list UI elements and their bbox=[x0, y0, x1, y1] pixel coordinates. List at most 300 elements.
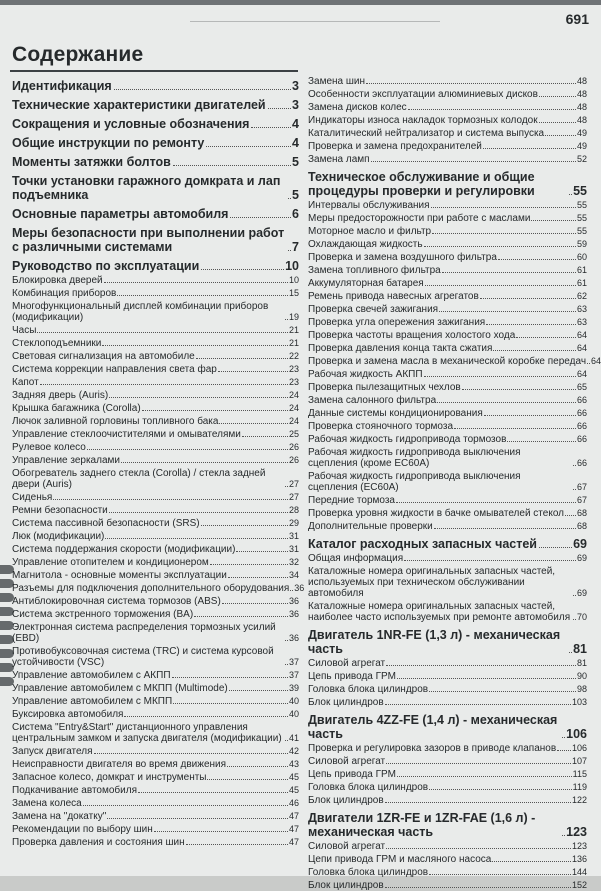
toc-entry-title: Система "Entry&Start" дистанционного управления центральным замком и запуска двигателя (модификации) bbox=[12, 722, 282, 744]
dot-leader bbox=[483, 148, 576, 149]
toc-page-number: 64 bbox=[576, 330, 587, 340]
dot-leader bbox=[516, 337, 576, 338]
toc-entry-title: Руководство по эксплуатации bbox=[12, 259, 200, 273]
toc-entry-title: Проверка стояночного тормоза bbox=[308, 421, 453, 432]
toc-entry bbox=[12, 583, 305, 594]
toc-entry-title: Управление автомобилем с МКПП (Multimode) bbox=[12, 683, 228, 694]
dot-leader bbox=[268, 108, 291, 109]
dot-leader bbox=[386, 665, 576, 666]
toc-entry-title: Управление отопителем и кондиционером bbox=[12, 557, 209, 568]
toc-entry bbox=[12, 505, 299, 516]
toc-page-number: 144 bbox=[571, 867, 587, 877]
toc-page-number: 48 bbox=[576, 102, 587, 112]
toc-entry-title: Блок цилиндров bbox=[308, 795, 384, 806]
toc-entry-title: Общие инструкции по ремонту bbox=[12, 136, 205, 150]
toc-entry bbox=[12, 338, 299, 349]
toc-page-number: 52 bbox=[576, 154, 587, 164]
toc-entry bbox=[12, 403, 299, 414]
toc-page-number: 6 bbox=[292, 207, 299, 221]
toc-entry-title: Рулевое колесо bbox=[12, 442, 86, 453]
toc-entry-title: Система поддержания скорости (модификации) bbox=[12, 544, 236, 555]
toc-entry bbox=[12, 442, 299, 453]
toc-entry-title: Разъемы для подключения дополнительного оборудования bbox=[12, 583, 290, 594]
dot-leader bbox=[439, 311, 576, 312]
toc-entry bbox=[308, 671, 587, 682]
dot-leader bbox=[285, 319, 288, 320]
dot-leader bbox=[562, 737, 565, 738]
toc-page-number: 55 bbox=[576, 226, 587, 236]
toc-page-number: 4 bbox=[292, 136, 299, 150]
toc-entry-title: Двигатели 1ZR-FE и 1ZR-FAE (1,6 л) - механическая часть bbox=[308, 811, 536, 839]
toc-section-entry bbox=[12, 259, 299, 273]
toc-page-number: 19 bbox=[288, 312, 299, 322]
toc-page-number: 66 bbox=[576, 434, 587, 444]
toc-entry bbox=[308, 795, 587, 806]
dot-leader bbox=[173, 703, 288, 704]
toc-entry-title: Дополнительные проверки bbox=[308, 521, 433, 532]
toc-entry bbox=[308, 880, 587, 891]
toc-page-number: 70 bbox=[576, 612, 587, 622]
toc-entry-title: Силовой агрегат bbox=[308, 841, 386, 852]
dot-leader bbox=[83, 805, 288, 806]
dot-leader bbox=[207, 779, 288, 780]
dot-leader bbox=[498, 259, 576, 260]
toc-entry-title: Точки установки гаражного домкрата и лап подъемника bbox=[12, 174, 281, 202]
toc-page-number: 61 bbox=[576, 265, 587, 275]
toc-page-number: 55 bbox=[573, 184, 587, 198]
toc-entry bbox=[308, 291, 587, 302]
toc-entry-title: Цепи привода ГРМ и масляного насоса bbox=[308, 854, 492, 865]
dot-leader bbox=[539, 122, 576, 123]
toc-section-entry bbox=[12, 136, 299, 150]
dot-leader bbox=[109, 512, 288, 513]
toc-entry bbox=[308, 382, 587, 393]
toc-page-number: 39 bbox=[288, 683, 299, 693]
toc-entry bbox=[12, 683, 299, 694]
toc-entry-title: Замена салонного фильтра bbox=[308, 395, 437, 406]
toc-page-number: 68 bbox=[576, 521, 587, 531]
toc-page-number: 42 bbox=[288, 746, 299, 756]
dot-leader bbox=[105, 538, 288, 539]
toc-entry bbox=[308, 89, 587, 100]
toc-entry bbox=[308, 369, 587, 380]
toc-entry bbox=[12, 390, 299, 401]
dot-leader bbox=[429, 789, 572, 790]
toc-page-number: 46 bbox=[288, 798, 299, 808]
toc-page-number: 36 bbox=[288, 633, 299, 643]
toc-section-entry bbox=[308, 537, 587, 551]
dot-leader bbox=[285, 640, 288, 641]
toc-entry bbox=[308, 867, 587, 878]
toc-entry bbox=[308, 304, 587, 315]
toc-page-number: 69 bbox=[576, 553, 587, 563]
toc-section-entry bbox=[12, 98, 299, 112]
toc-entry-title: Блок цилиндров bbox=[308, 880, 384, 891]
dot-leader bbox=[102, 345, 288, 346]
toc-entry bbox=[308, 356, 601, 367]
toc-entry-title: Лючок заливной горловины топливного бака bbox=[12, 416, 219, 427]
toc-entry-title: Люк (модификации) bbox=[12, 531, 105, 542]
dot-leader bbox=[424, 376, 576, 377]
toc-section-entry bbox=[308, 811, 587, 839]
toc-entry-title: Стеклоподъемники bbox=[12, 338, 102, 349]
toc-entry bbox=[12, 759, 299, 770]
dot-leader bbox=[109, 397, 288, 398]
toc-page-number: 65 bbox=[576, 382, 587, 392]
toc-entry bbox=[12, 785, 299, 796]
toc-entry bbox=[12, 351, 299, 362]
toc-entry bbox=[12, 646, 299, 668]
toc-entry-title: Подкачивание автомобиля bbox=[12, 785, 137, 796]
toc-entry-title: Магнитола - основные моменты эксплуатации bbox=[12, 570, 227, 581]
dot-leader bbox=[138, 792, 288, 793]
toc-entry bbox=[12, 288, 299, 299]
toc-entry bbox=[308, 115, 587, 126]
dot-leader bbox=[573, 489, 576, 490]
dot-leader bbox=[539, 547, 572, 548]
dot-leader bbox=[37, 332, 288, 333]
toc-entry-title: Управление зеркалами bbox=[12, 455, 120, 466]
dot-leader bbox=[117, 295, 288, 296]
toc-entry-title: Данные системы кондиционирования bbox=[308, 408, 483, 419]
toc-entry bbox=[308, 317, 587, 328]
toc-entry-title: Техническое обслуживание и общие процедуры проверки и регулировки bbox=[308, 170, 535, 198]
toc-entry bbox=[308, 769, 587, 780]
toc-left-column bbox=[12, 74, 305, 848]
toc-entry bbox=[12, 325, 299, 336]
toc-entry-title: Крышка багажника (Corolla) bbox=[12, 403, 141, 414]
toc-page-number: 43 bbox=[288, 759, 299, 769]
toc-entry-title: Моторное масло и фильтр bbox=[308, 226, 432, 237]
toc-entry-title: Обогреватель заднего стекла (Corolla) / стекла задней двери (Auris) bbox=[12, 468, 266, 490]
toc-page-number: 21 bbox=[288, 338, 299, 348]
toc-section-entry bbox=[12, 226, 299, 254]
toc-page-number: 55 bbox=[576, 200, 587, 210]
toc-page-number: 10 bbox=[285, 259, 299, 273]
dot-leader bbox=[385, 802, 571, 803]
toc-page-number: 63 bbox=[576, 304, 587, 314]
toc-entry bbox=[12, 609, 299, 620]
toc-page-number: 103 bbox=[571, 697, 587, 707]
toc-right-column bbox=[308, 74, 601, 891]
toc-page-number: 90 bbox=[576, 671, 587, 681]
toc-page-number: 31 bbox=[288, 531, 299, 541]
toc-page-number: 32 bbox=[288, 557, 299, 567]
toc-entry-title: Головка блока цилиндров bbox=[308, 782, 429, 793]
dot-leader bbox=[222, 603, 288, 604]
dot-leader bbox=[288, 198, 291, 199]
toc-entry-title: Передние тормоза bbox=[308, 495, 395, 506]
toc-page-number: 106 bbox=[566, 727, 587, 741]
dot-leader bbox=[573, 465, 576, 466]
toc-page-number: 49 bbox=[576, 128, 587, 138]
toc-entry bbox=[12, 824, 299, 835]
toc-entry-title: Меры безопасности при выполнении работ с различными системами bbox=[12, 226, 285, 254]
toc-page-number: 115 bbox=[572, 769, 587, 779]
toc-section-entry bbox=[12, 207, 299, 221]
toc-entry-title: Двигатель 1NR-FE (1,3 л) - механическая часть bbox=[308, 628, 561, 656]
toc-entry bbox=[12, 837, 299, 848]
toc-entry-title: Индикаторы износа накладок тормозных колодок bbox=[308, 115, 538, 126]
toc-entry-title: Рабочая жидкость гидропривода выключения сцепления (EC60A) bbox=[308, 471, 521, 493]
toc-entry-title: Запуск двигателя bbox=[12, 746, 93, 757]
toc-page-number: 69 bbox=[576, 588, 587, 598]
toc-entry-title: Аккумуляторная батарея bbox=[308, 278, 424, 289]
toc-page-number: 36 bbox=[294, 583, 305, 593]
toc-entry bbox=[308, 141, 587, 152]
toc-page-number: 5 bbox=[292, 155, 299, 169]
toc-entry-title: Управление стеклоочистителями и омывателями bbox=[12, 429, 241, 440]
dot-leader bbox=[172, 677, 288, 678]
toc-page-number: 21 bbox=[288, 325, 299, 335]
dot-leader bbox=[484, 415, 576, 416]
toc-page-number: 40 bbox=[288, 696, 299, 706]
toc-entry bbox=[308, 841, 587, 852]
toc-entry-title: Система пассивной безопасности (SRS) bbox=[12, 518, 200, 529]
dot-leader bbox=[573, 619, 576, 620]
toc-entry-title: Проверка частоты вращения холостого хода bbox=[308, 330, 516, 341]
toc-page-number: 45 bbox=[288, 785, 299, 795]
toc-entry-title: Сиденья bbox=[12, 492, 53, 503]
toc-entry-title: Задняя дверь (Auris) bbox=[12, 390, 109, 401]
toc-entry bbox=[12, 811, 299, 822]
toc-page-number: 24 bbox=[288, 390, 299, 400]
toc-page-number: 55 bbox=[576, 213, 587, 223]
toc-entry bbox=[308, 495, 587, 506]
dot-leader bbox=[565, 515, 576, 516]
toc-page-number: 26 bbox=[288, 455, 299, 465]
toc-entry bbox=[308, 471, 587, 493]
toc-entry-title: Основные параметры автомобиля bbox=[12, 207, 229, 221]
toc-entry-title: Проверка давления конца такта сжатия bbox=[308, 343, 493, 354]
toc-page-number: 62 bbox=[576, 291, 587, 301]
toc-entry-title: Охлаждающая жидкость bbox=[308, 239, 423, 250]
toc-page-number: 45 bbox=[288, 772, 299, 782]
page-title: Содержание bbox=[12, 43, 144, 66]
toc-entry-title: Цепь привода ГРМ bbox=[308, 671, 396, 682]
toc-page-number: 3 bbox=[292, 79, 299, 93]
toc-page-number: 47 bbox=[288, 811, 299, 821]
toc-entry bbox=[308, 343, 587, 354]
toc-entry bbox=[308, 239, 587, 250]
dot-leader bbox=[431, 207, 576, 208]
toc-entry-title: Замена шин bbox=[308, 76, 366, 87]
toc-entry-title: Проверка и замена воздушного фильтра bbox=[308, 252, 497, 263]
toc-page-number: 37 bbox=[288, 657, 299, 667]
dot-leader bbox=[206, 146, 291, 147]
toc-entry-title: Замена топливного фильтра bbox=[308, 265, 441, 276]
toc-entry bbox=[308, 782, 587, 793]
dot-leader bbox=[492, 861, 571, 862]
toc-entry bbox=[308, 128, 587, 139]
toc-entry bbox=[308, 252, 587, 263]
toc-entry bbox=[308, 76, 587, 87]
toc-page-number: 23 bbox=[288, 364, 299, 374]
toc-page-number: 69 bbox=[573, 537, 587, 551]
dot-leader bbox=[386, 848, 571, 849]
dot-leader bbox=[397, 776, 572, 777]
dot-leader bbox=[40, 384, 288, 385]
dot-leader bbox=[121, 462, 288, 463]
dot-leader bbox=[432, 233, 576, 234]
toc-entry bbox=[12, 301, 299, 323]
toc-entry-title: Проверка давления и состояния шин bbox=[12, 837, 185, 848]
dot-leader bbox=[194, 616, 288, 617]
dot-leader bbox=[186, 844, 288, 845]
toc-entry-title: Ремень привода навесных агрегатов bbox=[308, 291, 479, 302]
dot-leader bbox=[587, 363, 590, 364]
toc-page-number: 81 bbox=[576, 658, 587, 668]
toc-entry-title: Запасное колесо, домкрат и инструменты bbox=[12, 772, 207, 783]
dot-leader bbox=[218, 371, 288, 372]
toc-page-number: 119 bbox=[572, 782, 587, 792]
dot-leader bbox=[114, 89, 291, 90]
dot-leader bbox=[437, 402, 576, 403]
toc-page-number: 66 bbox=[576, 408, 587, 418]
toc-entry bbox=[12, 722, 299, 744]
toc-page-number: 7 bbox=[292, 240, 299, 254]
toc-page-number: 64 bbox=[591, 356, 601, 366]
toc-section-entry bbox=[12, 117, 299, 131]
toc-entry-title: Моменты затяжки болтов bbox=[12, 155, 171, 169]
toc-entry bbox=[12, 557, 299, 568]
toc-entry-title: Силовой агрегат bbox=[308, 756, 386, 767]
toc-entry-title: Рабочая жидкость гидропривода тормозов bbox=[308, 434, 507, 445]
toc-entry bbox=[308, 421, 587, 432]
toc-page-number: 67 bbox=[576, 482, 587, 492]
toc-page-number: 36 bbox=[288, 609, 299, 619]
dot-leader bbox=[386, 763, 571, 764]
toc-page-number: 63 bbox=[576, 317, 587, 327]
toc-entry bbox=[12, 596, 299, 607]
dot-leader bbox=[385, 887, 571, 888]
toc-entry-title: Каталожные номера оригинальных запасных частей, используемых при техническом обслуживании автомобиля bbox=[308, 566, 556, 599]
toc-entry-title: Рабочая жидкость АКПП bbox=[308, 369, 423, 380]
toc-entry bbox=[308, 408, 587, 419]
toc-page-number: 48 bbox=[576, 115, 587, 125]
toc-entry bbox=[308, 658, 587, 669]
toc-entry-title: Цепь привода ГРМ bbox=[308, 769, 396, 780]
toc-page-number: 23 bbox=[288, 377, 299, 387]
toc-entry bbox=[12, 416, 299, 427]
toc-entry-title: Противобуксовочная система (TRC) и система курсовой устойчивости (VSC) bbox=[12, 646, 274, 668]
toc-page-number: 66 bbox=[576, 458, 587, 468]
toc-entry-title: Проверка пылезащитных чехлов bbox=[308, 382, 461, 393]
toc-entry-title: Рекомендации по выбору шин bbox=[12, 824, 153, 835]
dot-leader bbox=[285, 486, 288, 487]
toc-page-number: 28 bbox=[288, 505, 299, 515]
toc-page-number: 15 bbox=[288, 288, 299, 298]
toc-page-number: 61 bbox=[576, 278, 587, 288]
toc-page-number: 66 bbox=[576, 395, 587, 405]
toc-page-number: 66 bbox=[576, 421, 587, 431]
toc-entry-title: Многофункциональный дисплей комбинации приборов (модификации) bbox=[12, 301, 269, 323]
toc-entry-title: Замена колеса bbox=[12, 798, 82, 809]
toc-entry bbox=[12, 518, 299, 529]
toc-page-number: 24 bbox=[288, 416, 299, 426]
toc-entry bbox=[308, 697, 587, 708]
dot-leader bbox=[201, 269, 284, 270]
dot-leader bbox=[371, 161, 576, 162]
dot-leader bbox=[94, 753, 288, 754]
toc-entry-title: Ремни безопасности bbox=[12, 505, 108, 516]
toc-entry bbox=[12, 544, 299, 555]
toc-entry bbox=[308, 395, 587, 406]
toc-entry bbox=[12, 377, 299, 388]
toc-entry bbox=[308, 854, 587, 865]
top-edge-bar bbox=[0, 0, 601, 5]
toc-entry-title: Каталожные номера оригинальных запасных частей, наиболее часто используемых при ремонте автомобиля bbox=[308, 601, 571, 623]
toc-entry-title: Управление автомобилем с МКПП bbox=[12, 696, 173, 707]
toc-entry bbox=[308, 265, 587, 276]
toc-section-entry bbox=[308, 170, 587, 198]
toc-entry-title: Замена дисков колес bbox=[308, 102, 407, 113]
dot-leader bbox=[210, 564, 288, 565]
toc-page-number: 49 bbox=[576, 141, 587, 151]
toc-page-number: 5 bbox=[292, 188, 299, 202]
toc-page-number: 24 bbox=[288, 403, 299, 413]
toc-entry-title: Каталог расходных запасных частей bbox=[308, 537, 537, 551]
toc-section-entry bbox=[12, 155, 299, 169]
toc-entry-title: Общая информация bbox=[308, 553, 404, 564]
toc-entry bbox=[12, 492, 299, 503]
toc-section-entry bbox=[308, 628, 587, 656]
toc-entry bbox=[308, 213, 587, 224]
toc-entry bbox=[12, 531, 299, 542]
running-header bbox=[190, 6, 440, 22]
toc-entry-title: Комбинация приборов bbox=[12, 288, 117, 299]
dot-leader bbox=[201, 525, 288, 526]
toc-page-number: 48 bbox=[576, 76, 587, 86]
dot-leader bbox=[557, 750, 571, 751]
dot-leader bbox=[87, 449, 288, 450]
toc-page-number: 123 bbox=[571, 841, 587, 851]
toc-entry-title: Особенности эксплуатации алюминиевых дисков bbox=[308, 89, 538, 100]
toc-page-number: 122 bbox=[571, 795, 587, 805]
title-underline bbox=[10, 70, 298, 72]
toc-page-number: 10 bbox=[288, 275, 299, 285]
toc-page-number: 123 bbox=[566, 825, 587, 839]
toc-entry bbox=[12, 670, 299, 681]
dot-leader bbox=[53, 499, 288, 500]
dot-leader bbox=[480, 298, 576, 299]
dot-leader bbox=[385, 704, 571, 705]
toc-entry bbox=[12, 798, 299, 809]
toc-entry bbox=[12, 696, 299, 707]
toc-page-number: 60 bbox=[576, 252, 587, 262]
toc-entry-title: Двигатель 4ZZ-FE (1,4 л) - механическая часть bbox=[308, 713, 558, 741]
toc-entry bbox=[308, 684, 587, 695]
dot-leader bbox=[142, 410, 288, 411]
toc-page-number: 34 bbox=[288, 570, 299, 580]
toc-page-number: 41 bbox=[288, 733, 299, 743]
toc-section-entry bbox=[308, 713, 587, 741]
toc-entry-title: Головка блока цилиндров bbox=[308, 684, 429, 695]
toc-entry-title: Меры предосторожности при работе с маслами bbox=[308, 213, 531, 224]
toc-entry bbox=[12, 772, 299, 783]
toc-entry-title: Капот bbox=[12, 377, 39, 388]
dot-leader bbox=[462, 389, 576, 390]
dot-leader bbox=[219, 423, 288, 424]
toc-entry bbox=[308, 508, 587, 519]
toc-page-number: 27 bbox=[288, 492, 299, 502]
toc-page-number: 27 bbox=[288, 479, 299, 489]
dot-leader bbox=[236, 551, 288, 552]
toc-entry bbox=[308, 553, 587, 564]
toc-entry-title: Система экстренного торможения (BA) bbox=[12, 609, 194, 620]
dot-leader bbox=[493, 350, 576, 351]
toc-entry-title: Электронная система распределения тормозных усилий (EBD) bbox=[12, 622, 276, 644]
